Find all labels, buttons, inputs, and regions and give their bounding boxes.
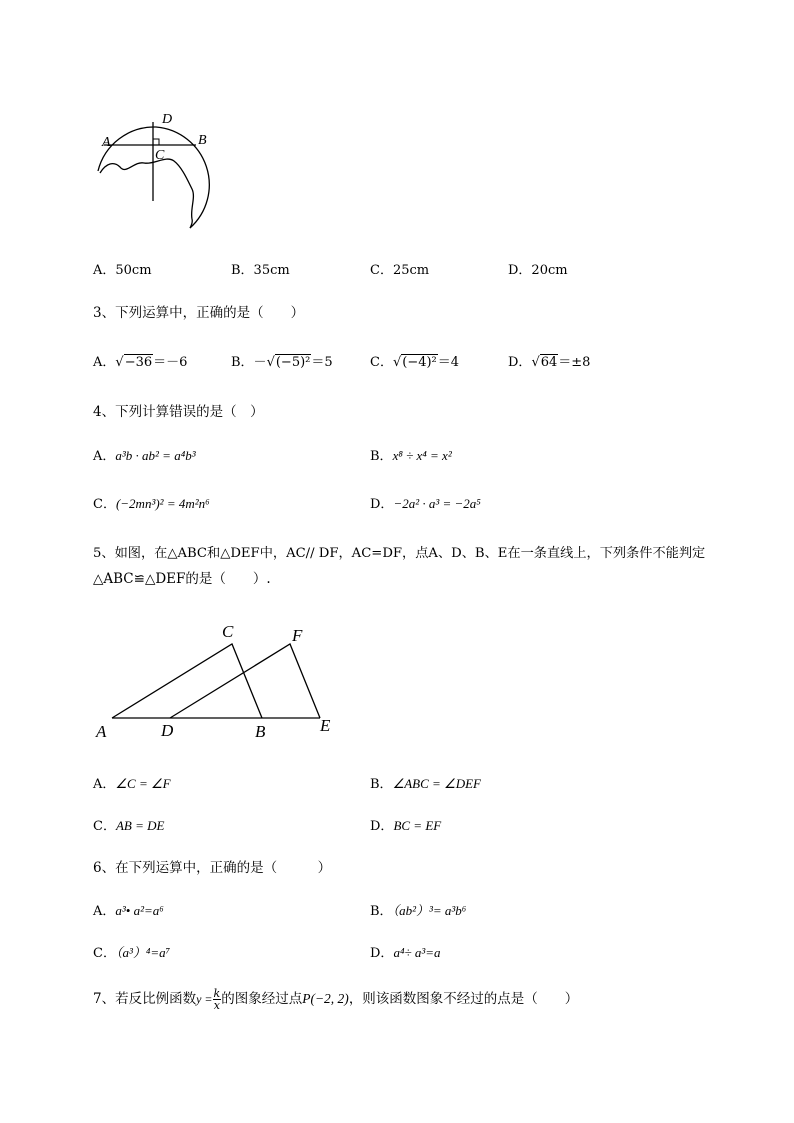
- q6-option-a[interactable]: [93, 903, 164, 920]
- q5-option-b[interactable]: [370, 776, 481, 793]
- q2-option-b[interactable]: B．35cm: [231, 263, 290, 278]
- q3-option-b[interactable]: [231, 355, 333, 371]
- irregular-boundary: [100, 159, 193, 228]
- q2-option-a[interactable]: A．50cm: [93, 263, 152, 278]
- q5-d-prefix: D．: [370, 819, 394, 834]
- q4-a-prefix: A．: [93, 449, 116, 464]
- q4-c-expr: (−2mn³)² = 4m²n⁶: [115, 496, 210, 511]
- q3-stem: 3、下列运算中，正确的是（ ）: [93, 305, 305, 321]
- q5-b-expr: ∠ABC = ∠DEF: [392, 776, 481, 791]
- q5-stem-line1: 5、如图，在△ABC和△DEF中，AC// DF，AC=DF，点A、D、B、E在一条直线上，下列条件不能判定: [93, 546, 706, 561]
- q3-c-sqrt-sign: √: [392, 355, 402, 370]
- q4-d-prefix: D．: [370, 497, 394, 512]
- q5-c-prefix: C．: [93, 819, 116, 834]
- q4-a-expr: a³b · ab² = a⁴b³: [115, 448, 196, 463]
- q3-c-radicand: (−4)²: [402, 355, 437, 370]
- q3-b-radicand: (−5)²: [275, 355, 311, 370]
- fig2-label-d: D: [161, 721, 174, 740]
- q4-c-prefix: C．: [93, 497, 116, 512]
- fig1-label-c: C: [155, 148, 165, 163]
- q3-c-prefix: C．: [370, 355, 393, 370]
- q3-b-prefix: B．－: [231, 355, 267, 370]
- q4-option-d[interactable]: [370, 496, 481, 513]
- q6-b-prefix: B．: [370, 904, 393, 919]
- triangles-figure: [92, 618, 352, 746]
- q5-stem-line2: △ABC≌△DEF的是（ ）.: [93, 571, 271, 587]
- q7-frac-den: x: [213, 999, 220, 1012]
- q6-option-d[interactable]: [370, 945, 441, 962]
- q7-func-lhs: y =: [196, 992, 213, 1006]
- q4-d-expr: −2a² · a³ = −2a⁵: [393, 496, 481, 511]
- q5-option-a[interactable]: [93, 776, 171, 793]
- q4-b-expr: x⁸ ÷ x⁴ = x²: [392, 448, 452, 463]
- q3-a-rest: ＝－6: [153, 355, 188, 370]
- fig2-label-e: E: [320, 716, 331, 735]
- q5-a-prefix: A．: [93, 777, 116, 792]
- q3-d-sqrt-sign: √: [531, 355, 540, 370]
- q3-option-d[interactable]: [508, 355, 590, 371]
- q3-d-prefix: D．: [508, 355, 532, 370]
- fig2-label-b: B: [255, 722, 266, 741]
- q6-c-prefix: C．: [93, 946, 116, 961]
- fig1-label-b: B: [198, 133, 207, 148]
- q5-c-expr: AB = DE: [115, 818, 165, 833]
- q2-option-c[interactable]: C．25cm: [370, 263, 430, 278]
- q6-c-expr: （a³）⁴=a⁷: [115, 945, 171, 960]
- fig1-label-d: D: [162, 112, 173, 127]
- q6-b-expr: （ab²）³= a³b⁶: [392, 903, 467, 918]
- q6-d-expr: a⁴÷ a³=a: [393, 945, 441, 960]
- q4-option-c[interactable]: [93, 496, 210, 513]
- q3-a-prefix: A．: [93, 355, 116, 370]
- q3-option-c[interactable]: [370, 355, 459, 371]
- circle-figure: [92, 105, 222, 235]
- right-angle-mark: [153, 139, 159, 145]
- q3-option-a[interactable]: [93, 355, 187, 371]
- fig2-label-a: A: [96, 722, 107, 741]
- q3-c-rest: ＝4: [437, 355, 460, 370]
- q7-stem-c: ，则该函数图象不经过的点是（ ）: [348, 991, 579, 1007]
- q7-frac-num: k: [213, 987, 221, 1000]
- q7-point: P(−2, 2): [302, 991, 349, 1006]
- q7-stem-b: 的图象经过点: [221, 991, 303, 1007]
- q4-b-prefix: B．: [370, 449, 393, 464]
- q2-option-d[interactable]: D．20cm: [508, 263, 568, 278]
- fig2-label-f: F: [292, 626, 303, 645]
- q5-option-c[interactable]: [93, 818, 164, 835]
- q7-stem-a: 7、若反比例函数: [93, 991, 197, 1007]
- q7-fraction: [213, 988, 222, 1011]
- q6-option-c[interactable]: [93, 945, 170, 962]
- q7-stem: [93, 985, 578, 1013]
- q5-d-expr: BC = EF: [393, 818, 442, 833]
- q6-option-b[interactable]: [370, 903, 466, 920]
- q4-option-b[interactable]: [370, 448, 452, 465]
- q4-option-a[interactable]: [93, 448, 196, 465]
- q5-a-expr: ∠C = ∠F: [115, 776, 171, 791]
- triangle-def: [170, 644, 320, 718]
- q6-a-expr: a³• a²=a⁶: [115, 903, 164, 918]
- q4-stem: 4、下列计算错误的是（ ）: [93, 404, 264, 420]
- q6-stem: 6、在下列运算中，正确的是（ ）: [93, 860, 332, 876]
- q3-b-sqrt-sign: √: [266, 355, 275, 370]
- q6-d-prefix: D．: [370, 946, 394, 961]
- q3-d-rest: ＝±8: [558, 355, 591, 370]
- q3-a-radicand: −36: [124, 355, 153, 370]
- q3-d-radicand: 64: [540, 355, 558, 370]
- fig2-label-c: C: [222, 622, 234, 641]
- q5-b-prefix: B．: [370, 777, 393, 792]
- q3-a-sqrt-sign: √: [115, 355, 124, 370]
- q6-a-prefix: A．: [93, 904, 116, 919]
- fig1-label-a: A: [102, 135, 111, 150]
- q3-b-rest: ＝5: [311, 355, 333, 370]
- q5-option-d[interactable]: [370, 818, 441, 835]
